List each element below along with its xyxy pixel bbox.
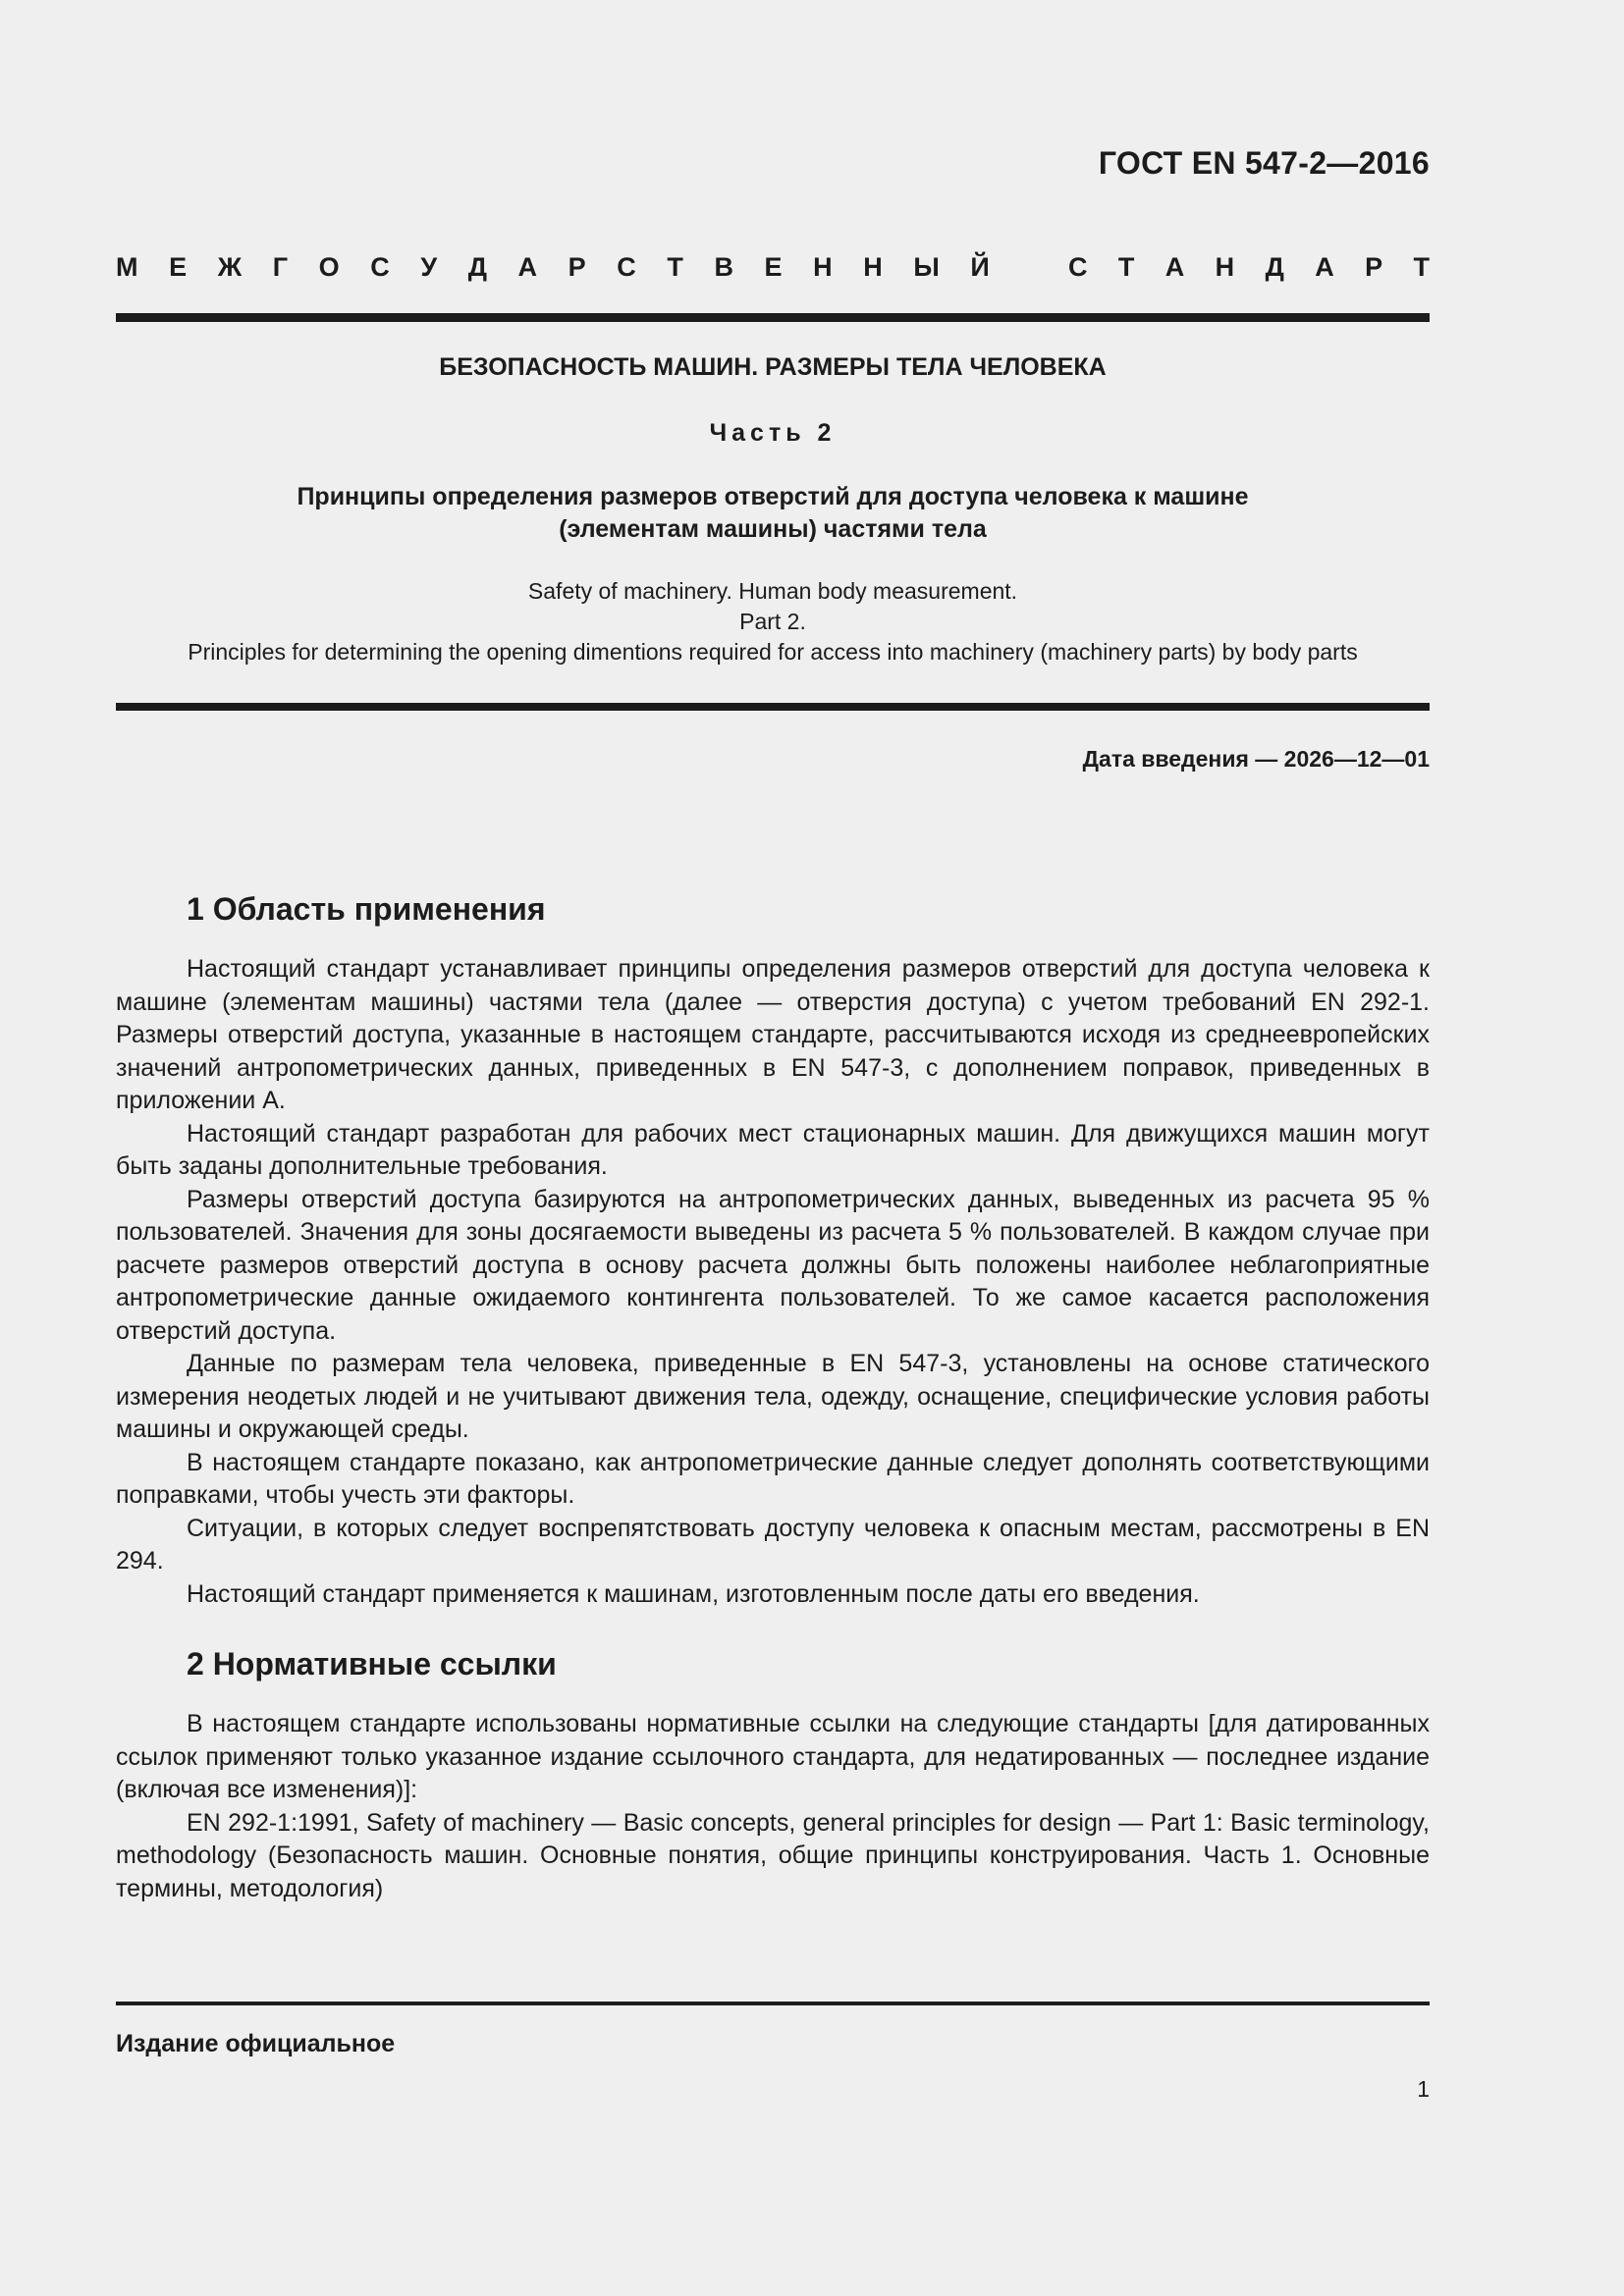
subtitle-line: (элементам машины) частями тела [559,515,987,543]
interstate-standard-banner [116,250,1430,284]
banner-letter: Н [863,251,883,282]
document-title: БЕЗОПАСНОСТЬ МАШИН. РАЗМЕРЫ ТЕЛА ЧЕЛОВЕКА [439,353,1107,381]
section-heading: 2 Нормативные ссылки [187,1646,557,1682]
paragraph: Настоящий стандарт устанавливает принципы определения размеров отверстий для доступа человека к машине (элементам машины) частями тела (далее — отверстия доступа) с учетом требований EN 292-1. Размеры отверстий доступа, указанные в настоящем стандарте, рассчитываются исходя из среднеевропейских значений антропометрических данных, приведенных в EN 547-3, с дополнением поправок, приведенных в приложении А. [116,955,1430,1114]
english-title-line: Part 2. [739,609,806,634]
english-title-line: Safety of machinery. Human body measurement. [527,578,1018,604]
banner-letter: Т [1117,251,1135,282]
banner-letter: Й [970,251,990,282]
part-label: Часть 2 [709,419,837,447]
banner-letter: С [370,251,390,282]
banner-letter: А [517,251,538,282]
banner-letter: Г [272,251,289,282]
section-heading: 1 Область применения [187,891,546,927]
document-page [116,0,1430,2296]
page-number: 1 [1417,2076,1430,2102]
banner-letter: Т [1413,251,1430,282]
standard-word [1068,252,1430,283]
banner-letter: Т [667,251,683,282]
paragraph: Настоящий стандарт разработан для рабочих мест стационарных машин. Для движущихся машин могут быть заданы дополнительные требования. [116,1119,1430,1180]
banner-letter: У [420,251,438,282]
paragraph: Данные по размерам тела человека, приведенные в EN 547-3, установлены на основе статического измерения неодетых людей и не учитывают движения тела, одежду, оснащение, специфические условия работы машины и окружающей среды. [116,1350,1430,1443]
paragraph: Ситуации, в которых следует воспрепятствовать доступу человека к опасным местам, рассмотрены в EN 294. [116,1514,1430,1575]
banner-letter: Р [568,251,586,282]
banner-letter: С [617,251,636,282]
header-divider [116,313,1430,322]
banner-letter: Ж [217,251,243,282]
standard-code: ГОСТ EN 547-2—2016 [1098,145,1430,181]
english-title-line: Principles for determining the opening dimentions required for access into machinery (machinery parts) by body parts [188,639,1358,665]
banner-letter: А [1164,251,1185,282]
banner-letter: Р [1365,251,1383,282]
banner-letter: Е [169,251,188,282]
section-body [116,953,1430,1611]
banner-letter: О [318,251,340,282]
banner-letter: В [714,251,733,282]
paragraph: EN 292-1:1991, Safety of machinery — Basic concepts, general principles for design — Part 1: Basic terminology, methodology (Безопасность машин. Основные понятия, общие принципы конструирования. Часть 1. Основные термины, методология) [116,1808,1430,1902]
paragraph: В настоящем стандарте показано, как антропометрические данные следует дополнять соответствующими поправками, чтобы учесть эти факторы. [116,1448,1430,1509]
english-title [116,576,1430,667]
paragraph: В настоящем стандарте использованы нормативные ссылки на следующие стандарты [для датированных ссылок применяют только указанное издание ссылочного стандарта, для недатированных — последнее издание (включая все изменения)]: [116,1710,1430,1803]
banner-letter: С [1068,251,1088,282]
paragraph: Размеры отверстий доступа базируются на антропометрических данных, выведенных из расчета 95 % пользователей. Значения для зоны досягаемости выведены из расчета 5 % пользователей. В каждом случае при расчете размеров отверстий доступа в основу расчета должны быть положены наиболее неблагоприятные антропометрические данные ожидаемого контингента пользователей. То же самое касается расположения отверстий доступа. [116,1185,1430,1345]
banner-letter: А [1315,251,1334,282]
banner-letter: Н [1215,251,1235,282]
introduction-date: Дата введения — 2026—12—01 [1082,746,1430,772]
banner-letter: Ы [913,251,940,282]
title-divider [116,703,1430,711]
banner-letter: Д [1265,251,1284,282]
paragraph: Настоящий стандарт применяется к машинам, изготовленным после даты его введения. [187,1579,1200,1608]
banner-letter: Е [764,251,783,282]
section-body [116,1708,1430,1905]
banner-letter: Д [467,251,487,282]
banner-letter: Н [813,251,833,282]
banner-letter: М [116,251,138,282]
document-subtitle [116,481,1430,546]
official-edition-label: Издание официальное [116,2030,396,2057]
footer-divider [116,2002,1430,2005]
subtitle-line: Принципы определения размеров отверстий для доступа человека к машине [297,483,1249,510]
interstate-word [116,252,990,283]
